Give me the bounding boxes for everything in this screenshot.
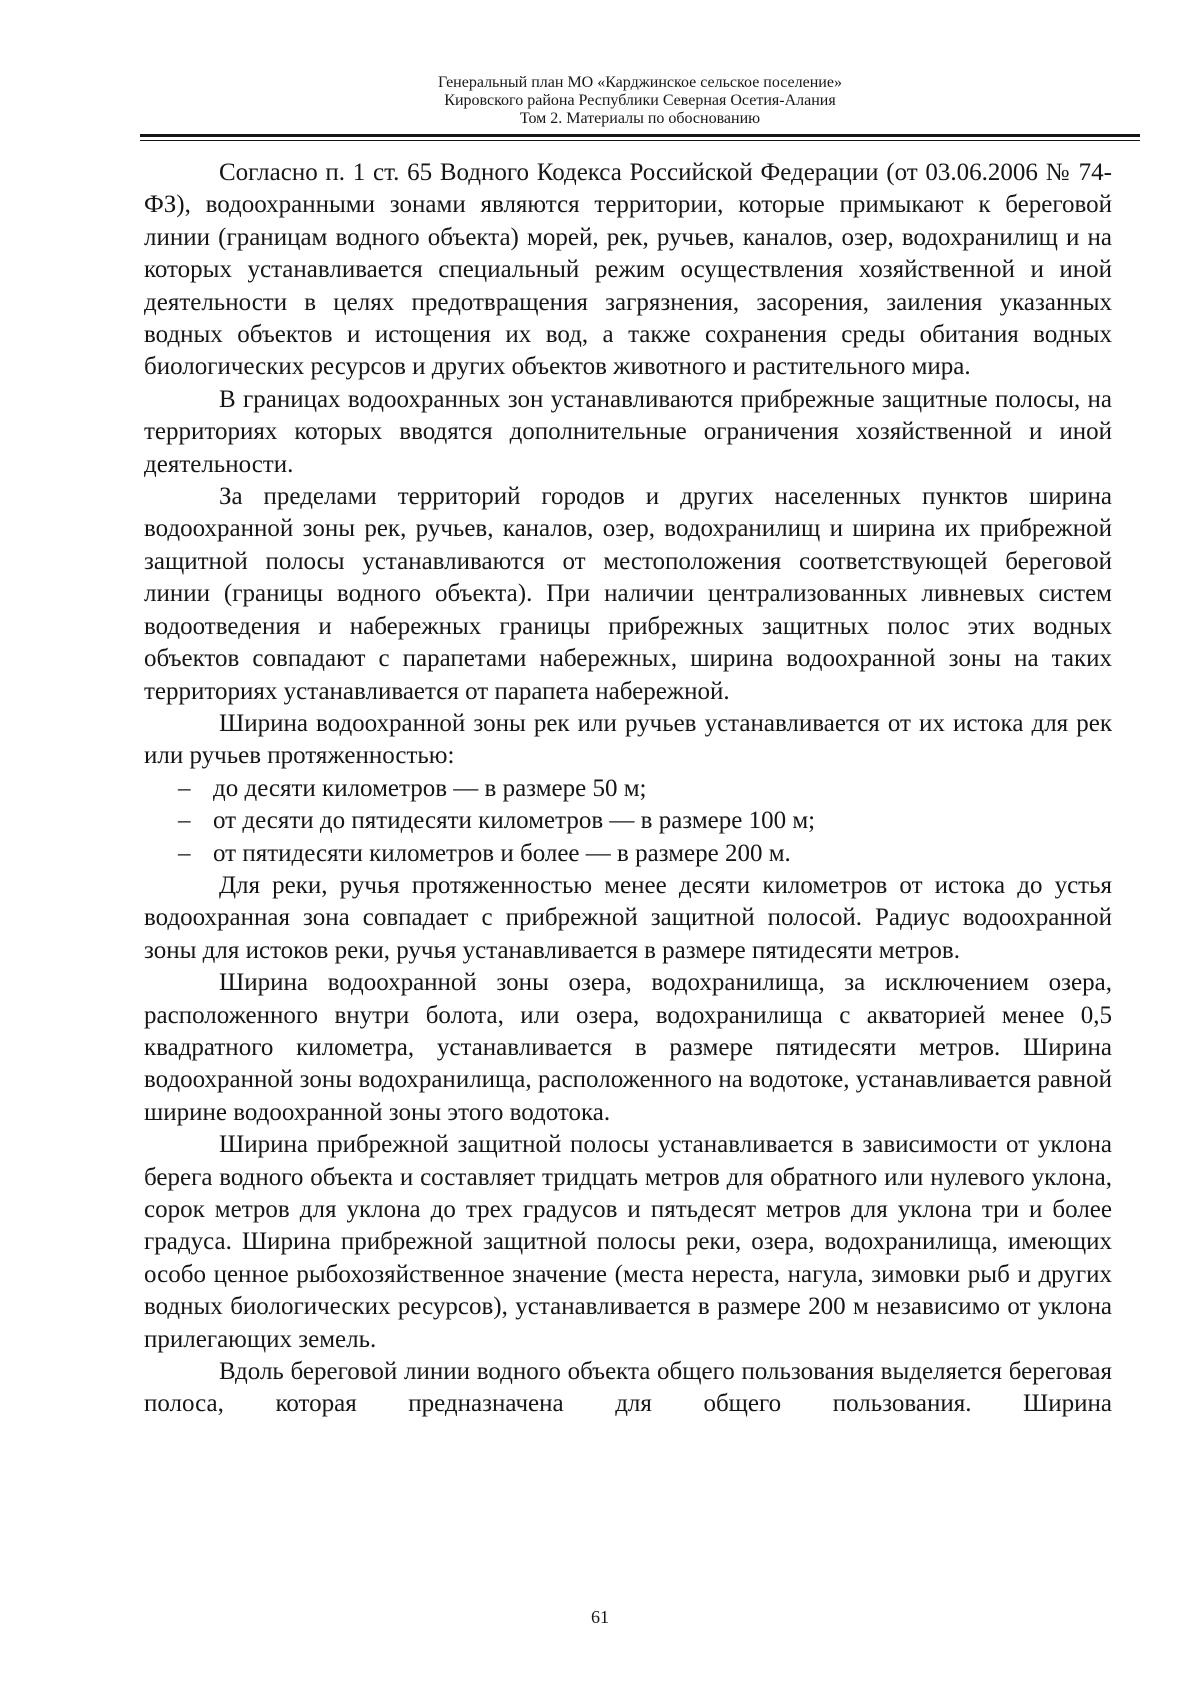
list-item	[144, 805, 1112, 837]
paragraph: За пределами территорий городов и других населенных пунктов ширина водоохранной зоны рек, ручьев, каналов, озер, водохранилищ и ширина их прибрежной защитной полосы устанавливаются от местоположения соответствующей береговой линии (границы водного объекта). При наличии централизованных ливневых систем водоотведения и набережных границы прибрежных защитных полос этих водных объектов совпадают с парапетами набережных, ширина водоохранной зоны на таких территориях устанавливается от парапета набережной.	[144, 483, 1112, 705]
page-number: 61	[591, 1607, 609, 1627]
header-line-1: Генеральный план МО «Карджинское сельское поселение»	[438, 74, 842, 91]
header-line-2: Кировского района Республики Северная Осетия-Алания	[444, 92, 836, 109]
list-dash-marker: –	[178, 774, 191, 802]
list-dash-marker: –	[178, 807, 191, 835]
document-body	[144, 157, 1112, 1421]
header-rule-thick	[140, 134, 1140, 137]
list-item	[144, 773, 1112, 805]
header-line-3: Том 2. Материалы по обоснованию	[519, 110, 761, 127]
width-list	[144, 773, 1112, 870]
list-dash-marker: –	[178, 839, 191, 867]
paragraph-continued: Вдоль береговой линии водного объекта общего пользования выделяется береговая полоса, которая предназначена для общего пользования. Ширина	[144, 1358, 1112, 1418]
paragraph: Согласно п. 1 ст. 65 Водного Кодекса Российской Федерации (от 03.06.2006 № 74-ФЗ), водоохранными зонами являются территории, которые примыкают к береговой линии (границам водного объекта) морей, рек, ручьев, каналов, озер, водохранилищ и на которых устанавливается специальный режим осуществления хозяйственной и иной деятельности в целях предотвращения загрязнения, засорения, заиления указанных водных объектов и истощения их вод, а также сохранения среды обитания водных биологических ресурсов и других объектов животного и растительного мира.	[144, 159, 1112, 381]
list-item-text: от пятидесяти километров и более — в размере 200 м.	[213, 839, 791, 867]
page-header	[140, 74, 1140, 128]
paragraph: Для реки, ручья протяженностью менее десяти километров от истока до устья водоохранная зона совпадает с прибрежной защитной полосой. Радиус водоохранной зоны для истоков реки, ручья устанавливается в размере пятидесяти метров.	[144, 871, 1112, 964]
header-rule-thin	[140, 140, 1140, 141]
paragraph: В границах водоохранных зон устанавливаются прибрежные защитные полосы, на территориях которых вводятся дополнительные ограничения хозяйственной и иной деятельности.	[144, 385, 1112, 478]
paragraph: Ширина прибрежной защитной полосы устанавливается в зависимости от уклона берега водного объекта и составляет тридцать метров для обратного или нулевого уклона, сорок метров для уклона до трех градусов и пятьдесят метров для уклона три и более градуса. Ширина прибрежной защитной полосы реки, озера, водохранилища, имеющих особо ценное рыбохозяйственное значение (места нереста, нагула, зимовки рыб и других водных биологических ресурсов), устанавливается в размере 200 м независимо от уклона прилегающих земель.	[144, 1131, 1112, 1353]
paragraph: Ширина водоохранной зоны озера, водохранилища, за исключением озера, расположенного внутри болота, или озера, водохранилища с акваторией менее 0,5 квадратного километра, устанавливается в размере пятидесяти метров. Ширина водоохранной зоны водохранилища, расположенного на водотоке, устанавливается равной ширине водоохранной зоны этого водотока.	[144, 969, 1112, 1126]
list-item-text: от десяти до пятидесяти километров — в размере 100 м;	[213, 807, 816, 835]
list-item-text: до десяти километров — в размере 50 м;	[213, 774, 647, 802]
list-item	[144, 838, 1112, 870]
paragraph: Ширина водоохранной зоны рек или ручьев устанавливается от их истока для рек или ручьев протяженностью:	[144, 709, 1112, 770]
